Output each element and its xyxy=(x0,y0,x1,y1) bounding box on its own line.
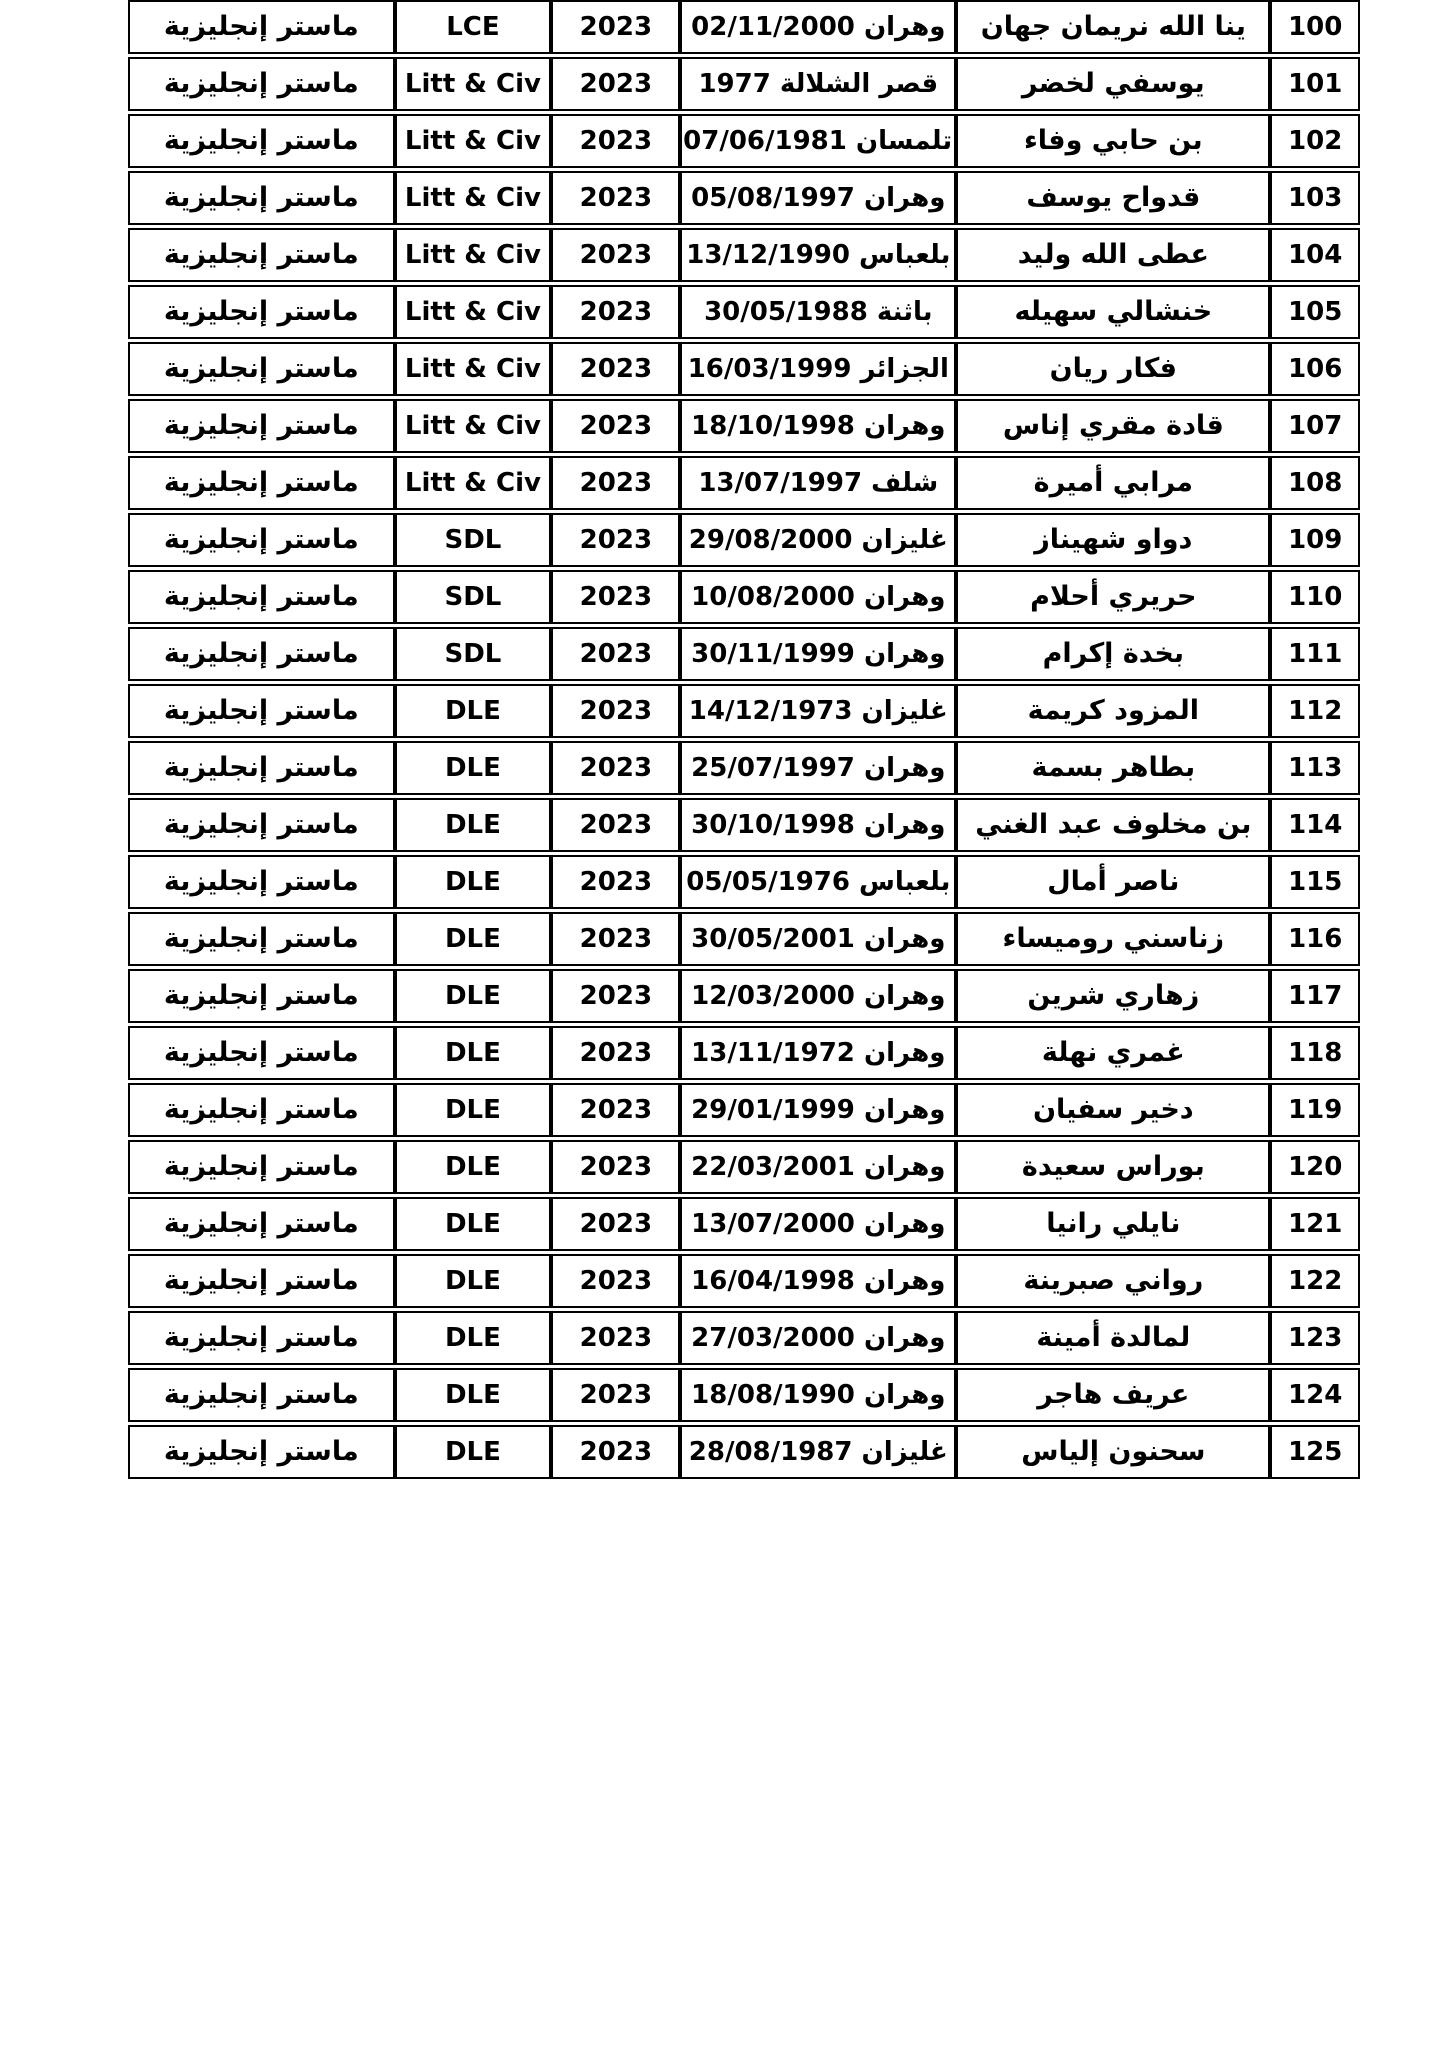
cell-birth-date-and-place: بلعباس 13/12/1990 xyxy=(680,228,956,282)
cell-birth-date-and-place: غليزان 14/12/1973 xyxy=(680,684,956,738)
cell-student-name: زهاري شرين xyxy=(956,969,1270,1023)
cell-degree: ماستر إنجليزية xyxy=(128,513,395,567)
cell-degree: ماستر إنجليزية xyxy=(128,1254,395,1308)
cell-specialty: Litt & Civ xyxy=(395,57,552,111)
cell-specialty: DLE xyxy=(395,741,552,795)
cell-specialty: DLE xyxy=(395,1254,552,1308)
cell-number: 111 xyxy=(1270,627,1360,681)
cell-specialty: Litt & Civ xyxy=(395,399,552,453)
cell-birth-date-and-place: وهران 30/05/2001 xyxy=(680,912,956,966)
cell-student-name: دواو شهيناز xyxy=(956,513,1270,567)
table-row xyxy=(128,855,1360,909)
cell-specialty: Litt & Civ xyxy=(395,114,552,168)
table-row xyxy=(128,57,1360,111)
cell-specialty: DLE xyxy=(395,912,552,966)
cell-student-name: زناسني روميساء xyxy=(956,912,1270,966)
table-row xyxy=(128,1254,1360,1308)
cell-degree: ماستر إنجليزية xyxy=(128,1140,395,1194)
cell-student-name: بن مخلوف عبد الغني xyxy=(956,798,1270,852)
cell-year: 2023 xyxy=(551,969,680,1023)
cell-year: 2023 xyxy=(551,285,680,339)
cell-number: 108 xyxy=(1270,456,1360,510)
cell-specialty: LCE xyxy=(395,0,552,54)
table-row xyxy=(128,285,1360,339)
cell-number: 119 xyxy=(1270,1083,1360,1137)
cell-specialty: SDL xyxy=(395,570,552,624)
cell-birth-date-and-place: وهران 10/08/2000 xyxy=(680,570,956,624)
cell-specialty: Litt & Civ xyxy=(395,171,552,225)
cell-specialty: Litt & Civ xyxy=(395,342,552,396)
cell-student-name: بخدة إكرام xyxy=(956,627,1270,681)
cell-degree: ماستر إنجليزية xyxy=(128,228,395,282)
cell-number: 116 xyxy=(1270,912,1360,966)
cell-student-name: رواني صبرينة xyxy=(956,1254,1270,1308)
cell-birth-date-and-place: وهران 13/07/2000 xyxy=(680,1197,956,1251)
cell-specialty: SDL xyxy=(395,627,552,681)
cell-degree: ماستر إنجليزية xyxy=(128,1197,395,1251)
cell-student-name: قادة مقري إناس xyxy=(956,399,1270,453)
cell-year: 2023 xyxy=(551,456,680,510)
cell-specialty: DLE xyxy=(395,1026,552,1080)
table-row xyxy=(128,912,1360,966)
cell-specialty: DLE xyxy=(395,1311,552,1365)
cell-degree: ماستر إنجليزية xyxy=(128,1083,395,1137)
cell-year: 2023 xyxy=(551,342,680,396)
cell-year: 2023 xyxy=(551,1254,680,1308)
cell-year: 2023 xyxy=(551,1197,680,1251)
cell-year: 2023 xyxy=(551,513,680,567)
cell-year: 2023 xyxy=(551,1083,680,1137)
cell-number: 113 xyxy=(1270,741,1360,795)
cell-number: 103 xyxy=(1270,171,1360,225)
cell-number: 109 xyxy=(1270,513,1360,567)
cell-birth-date-and-place: بلعباس 05/05/1976 xyxy=(680,855,956,909)
cell-birth-date-and-place: غليزان 28/08/1987 xyxy=(680,1425,956,1479)
cell-student-name: ناصر أمال xyxy=(956,855,1270,909)
cell-birth-date-and-place: وهران 22/03/2001 xyxy=(680,1140,956,1194)
cell-number: 114 xyxy=(1270,798,1360,852)
table-row xyxy=(128,1311,1360,1365)
cell-number: 110 xyxy=(1270,570,1360,624)
cell-number: 107 xyxy=(1270,399,1360,453)
cell-specialty: DLE xyxy=(395,1368,552,1422)
cell-year: 2023 xyxy=(551,627,680,681)
cell-birth-date-and-place: وهران 05/08/1997 xyxy=(680,171,956,225)
cell-specialty: Litt & Civ xyxy=(395,228,552,282)
cell-birth-date-and-place: قصر الشلالة 1977 xyxy=(680,57,956,111)
table-row xyxy=(128,1368,1360,1422)
cell-student-name: عريف هاجر xyxy=(956,1368,1270,1422)
table-row xyxy=(128,342,1360,396)
cell-birth-date-and-place: وهران 18/10/1998 xyxy=(680,399,956,453)
cell-number: 120 xyxy=(1270,1140,1360,1194)
cell-degree: ماستر إنجليزية xyxy=(128,627,395,681)
table-row xyxy=(128,114,1360,168)
cell-birth-date-and-place: وهران 13/11/1972 xyxy=(680,1026,956,1080)
table-row xyxy=(128,171,1360,225)
cell-student-name: بطاهر بسمة xyxy=(956,741,1270,795)
cell-year: 2023 xyxy=(551,855,680,909)
cell-degree: ماستر إنجليزية xyxy=(128,684,395,738)
cell-year: 2023 xyxy=(551,1140,680,1194)
cell-specialty: DLE xyxy=(395,969,552,1023)
cell-number: 121 xyxy=(1270,1197,1360,1251)
table-row xyxy=(128,0,1360,54)
cell-student-name: قدواح يوسف xyxy=(956,171,1270,225)
cell-birth-date-and-place: وهران 16/04/1998 xyxy=(680,1254,956,1308)
cell-year: 2023 xyxy=(551,228,680,282)
cell-specialty: DLE xyxy=(395,684,552,738)
cell-degree: ماستر إنجليزية xyxy=(128,114,395,168)
cell-year: 2023 xyxy=(551,1026,680,1080)
table-row xyxy=(128,456,1360,510)
cell-number: 124 xyxy=(1270,1368,1360,1422)
cell-degree: ماستر إنجليزية xyxy=(128,0,395,54)
cell-specialty: SDL xyxy=(395,513,552,567)
cell-year: 2023 xyxy=(551,912,680,966)
cell-degree: ماستر إنجليزية xyxy=(128,855,395,909)
cell-student-name: بن حابي وفاء xyxy=(956,114,1270,168)
cell-year: 2023 xyxy=(551,57,680,111)
cell-birth-date-and-place: وهران 30/10/1998 xyxy=(680,798,956,852)
table-sheet xyxy=(128,0,1360,1482)
cell-student-name: حريري أحلام xyxy=(956,570,1270,624)
cell-degree: ماستر إنجليزية xyxy=(128,798,395,852)
table-row xyxy=(128,1425,1360,1479)
cell-specialty: DLE xyxy=(395,1083,552,1137)
table-row xyxy=(128,798,1360,852)
cell-degree: ماستر إنجليزية xyxy=(128,57,395,111)
cell-degree: ماستر إنجليزية xyxy=(128,1311,395,1365)
table-row xyxy=(128,969,1360,1023)
cell-specialty: Litt & Civ xyxy=(395,285,552,339)
table-row xyxy=(128,627,1360,681)
cell-birth-date-and-place: وهران 30/11/1999 xyxy=(680,627,956,681)
table-row xyxy=(128,1026,1360,1080)
cell-specialty: DLE xyxy=(395,1425,552,1479)
table-row xyxy=(128,513,1360,567)
cell-degree: ماستر إنجليزية xyxy=(128,342,395,396)
cell-student-name: مرابي أميرة xyxy=(956,456,1270,510)
table-row xyxy=(128,228,1360,282)
cell-degree: ماستر إنجليزية xyxy=(128,912,395,966)
cell-student-name: سحنون إلياس xyxy=(956,1425,1270,1479)
cell-birth-date-and-place: وهران 18/08/1990 xyxy=(680,1368,956,1422)
cell-degree: ماستر إنجليزية xyxy=(128,285,395,339)
cell-student-name: ينا الله نريمان جهان xyxy=(956,0,1270,54)
cell-number: 125 xyxy=(1270,1425,1360,1479)
cell-number: 118 xyxy=(1270,1026,1360,1080)
cell-student-name: خنشالي سهيله xyxy=(956,285,1270,339)
cell-student-name: نايلي رانيا xyxy=(956,1197,1270,1251)
cell-year: 2023 xyxy=(551,171,680,225)
cell-degree: ماستر إنجليزية xyxy=(128,456,395,510)
cell-birth-date-and-place: تلمسان 07/06/1981 xyxy=(680,114,956,168)
cell-birth-date-and-place: باثنة 30/05/1988 xyxy=(680,285,956,339)
cell-year: 2023 xyxy=(551,1425,680,1479)
cell-number: 122 xyxy=(1270,1254,1360,1308)
cell-specialty: Litt & Civ xyxy=(395,456,552,510)
cell-number: 115 xyxy=(1270,855,1360,909)
table-row xyxy=(128,741,1360,795)
cell-year: 2023 xyxy=(551,0,680,54)
cell-number: 100 xyxy=(1270,0,1360,54)
cell-degree: ماستر إنجليزية xyxy=(128,1026,395,1080)
cell-specialty: DLE xyxy=(395,1197,552,1251)
cell-year: 2023 xyxy=(551,684,680,738)
cell-student-name: لمالدة أمينة xyxy=(956,1311,1270,1365)
cell-number: 105 xyxy=(1270,285,1360,339)
cell-year: 2023 xyxy=(551,399,680,453)
cell-degree: ماستر إنجليزية xyxy=(128,969,395,1023)
cell-number: 101 xyxy=(1270,57,1360,111)
cell-number: 117 xyxy=(1270,969,1360,1023)
cell-birth-date-and-place: وهران 02/11/2000 xyxy=(680,0,956,54)
cell-year: 2023 xyxy=(551,1311,680,1365)
cell-birth-date-and-place: الجزائر 16/03/1999 xyxy=(680,342,956,396)
cell-specialty: DLE xyxy=(395,798,552,852)
students-table xyxy=(128,0,1360,1482)
cell-student-name: المزود كريمة xyxy=(956,684,1270,738)
cell-degree: ماستر إنجليزية xyxy=(128,399,395,453)
cell-number: 112 xyxy=(1270,684,1360,738)
cell-birth-date-and-place: وهران 29/01/1999 xyxy=(680,1083,956,1137)
cell-student-name: غمري نهلة xyxy=(956,1026,1270,1080)
table-row xyxy=(128,399,1360,453)
table-row xyxy=(128,684,1360,738)
cell-degree: ماستر إنجليزية xyxy=(128,570,395,624)
cell-student-name: بوراس سعيدة xyxy=(956,1140,1270,1194)
cell-birth-date-and-place: وهران 12/03/2000 xyxy=(680,969,956,1023)
cell-year: 2023 xyxy=(551,798,680,852)
cell-year: 2023 xyxy=(551,741,680,795)
table-row xyxy=(128,570,1360,624)
cell-birth-date-and-place: غليزان 29/08/2000 xyxy=(680,513,956,567)
table-row xyxy=(128,1140,1360,1194)
cell-degree: ماستر إنجليزية xyxy=(128,741,395,795)
table-row xyxy=(128,1197,1360,1251)
cell-birth-date-and-place: وهران 25/07/1997 xyxy=(680,741,956,795)
table-row xyxy=(128,1083,1360,1137)
cell-number: 102 xyxy=(1270,114,1360,168)
cell-student-name: فكار ريان xyxy=(956,342,1270,396)
cell-specialty: DLE xyxy=(395,1140,552,1194)
cell-student-name: عطى الله وليد xyxy=(956,228,1270,282)
cell-student-name: دخير سفيان xyxy=(956,1083,1270,1137)
cell-specialty: DLE xyxy=(395,855,552,909)
cell-degree: ماستر إنجليزية xyxy=(128,171,395,225)
cell-number: 106 xyxy=(1270,342,1360,396)
cell-degree: ماستر إنجليزية xyxy=(128,1368,395,1422)
students-table-body xyxy=(128,0,1360,1479)
cell-degree: ماستر إنجليزية xyxy=(128,1425,395,1479)
cell-student-name: يوسفي لخضر xyxy=(956,57,1270,111)
cell-year: 2023 xyxy=(551,114,680,168)
cell-number: 104 xyxy=(1270,228,1360,282)
cell-year: 2023 xyxy=(551,1368,680,1422)
cell-number: 123 xyxy=(1270,1311,1360,1365)
cell-year: 2023 xyxy=(551,570,680,624)
cell-birth-date-and-place: وهران 27/03/2000 xyxy=(680,1311,956,1365)
cell-birth-date-and-place: شلف 13/07/1997 xyxy=(680,456,956,510)
